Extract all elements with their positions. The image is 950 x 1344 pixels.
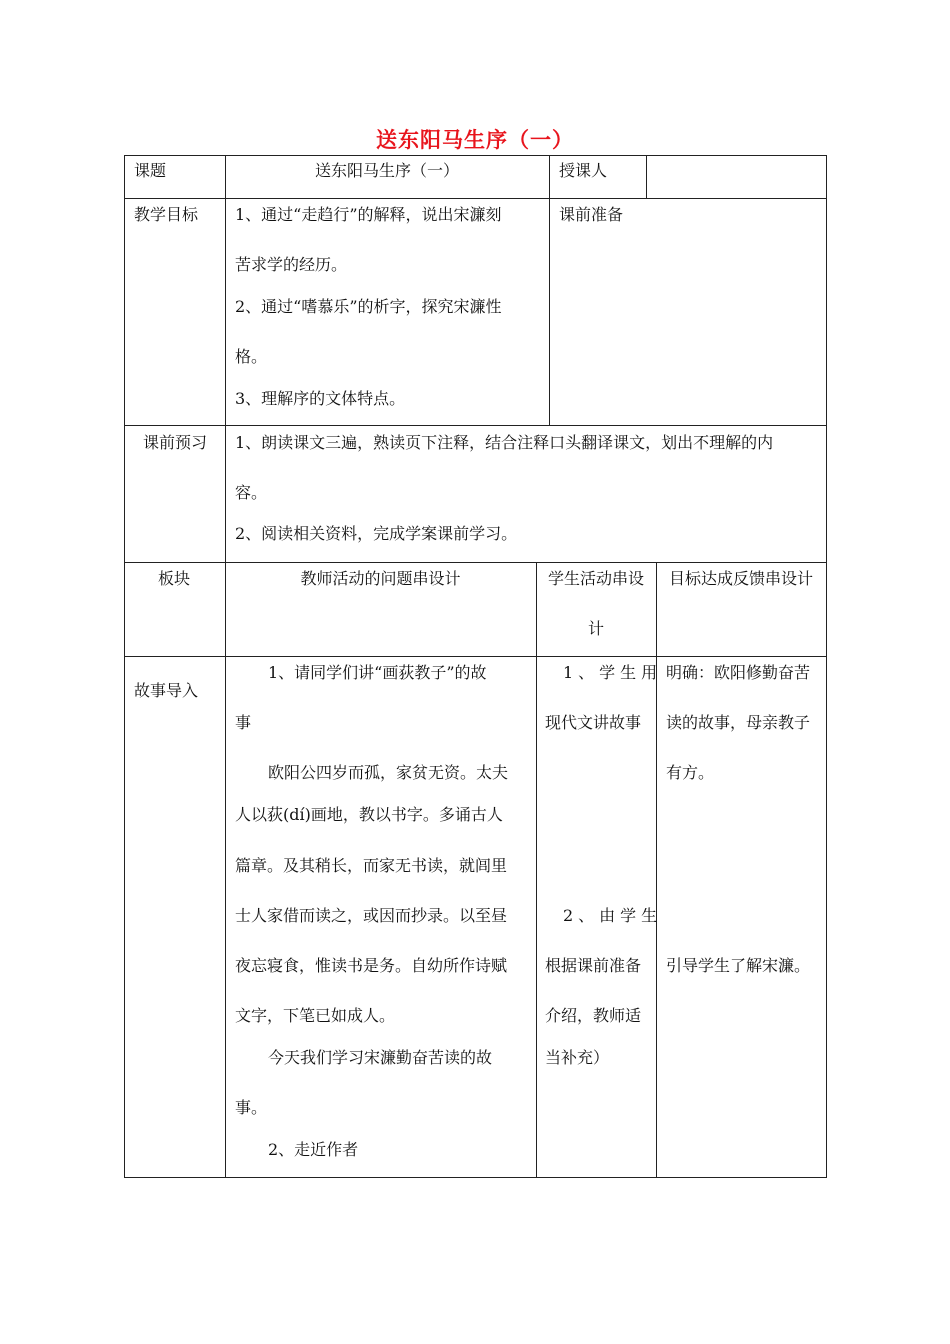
- student-line: 2、由学生: [563, 906, 663, 925]
- table-rule: [124, 155, 125, 1178]
- feedback-line: 有方。: [666, 763, 715, 782]
- table-rule: [646, 155, 647, 198]
- objectives-label: 教学目标: [134, 205, 199, 224]
- preview-label: 课前预习: [143, 433, 208, 452]
- teacher-line: 士人家借而读之，或因而抄录。以至昼: [235, 906, 508, 925]
- teacher-line: 1、请同学们讲“画荻教子”的故: [268, 663, 487, 682]
- feedback-line: 引导学生了解宋濂。: [666, 956, 811, 975]
- table-rule: [124, 656, 827, 657]
- intro-section-label: 故事导入: [134, 681, 199, 700]
- teacher-line: 2、走近作者: [268, 1140, 359, 1159]
- student-line: 介绍，教师适: [545, 1006, 642, 1025]
- teacher-design-header: 教师活动的问题串设计: [300, 569, 461, 588]
- feedback-line: 明确：欧阳修勤奋苦: [666, 663, 811, 682]
- page-title: 送东阳马生序（一）: [376, 128, 574, 152]
- preview-line: 2、阅读相关资料，完成学案课前学习。: [235, 524, 518, 543]
- teacher-line: 夜忘寝食，惟读书是务。自幼所作诗赋: [235, 956, 508, 975]
- feedback-line: 读的故事，母亲教子: [666, 713, 811, 732]
- topic-value: 送东阳马生序（一）: [314, 161, 459, 180]
- objective-line: 2、通过“嗜慕乐”的析字，探究宋濂性: [235, 297, 502, 316]
- table-rule: [124, 155, 827, 156]
- objective-line: 苦求学的经历。: [235, 255, 348, 274]
- objective-line: 3、理解序的文体特点。: [235, 389, 406, 408]
- table-rule: [826, 155, 827, 1178]
- student-line: 现代文讲故事: [545, 713, 642, 732]
- section-header: 板块: [158, 569, 191, 588]
- student-line: 1、学生用: [563, 663, 663, 682]
- teacher-label: 授课人: [559, 161, 608, 180]
- student-activity-header: 学生活动串设: [547, 569, 644, 588]
- preview-line: 1、朗读课文三遍，熟读页下注释，结合注释口头翻译课文，划出不理解的内: [235, 433, 774, 452]
- teacher-line: 今天我们学习宋濂勤奋苦读的故: [268, 1048, 493, 1067]
- teacher-line: 事: [235, 713, 252, 732]
- teacher-line: 人以荻(dí)画地，教以书字。多诵古人: [235, 805, 503, 824]
- table-rule: [124, 425, 827, 426]
- feedback-header: 目标达成反馈串设计: [668, 569, 813, 588]
- prep-label: 课前准备: [559, 205, 624, 224]
- topic-label: 课题: [134, 161, 167, 180]
- student-line: 当补充）: [545, 1048, 610, 1067]
- teacher-line: 欧阳公四岁而孤，家贫无资。太夫: [268, 763, 509, 782]
- preview-line: 容。: [235, 483, 268, 502]
- table-rule: [656, 562, 657, 1178]
- table-rule: [225, 155, 226, 1178]
- table-rule: [124, 198, 827, 199]
- student-activity-header-cont: 计: [587, 619, 604, 638]
- student-line: 根据课前准备: [545, 956, 642, 975]
- objective-line: 1、通过“走趋行”的解释，说出宋濂刻: [235, 205, 502, 224]
- table-rule: [124, 1177, 827, 1178]
- teacher-line: 事。: [235, 1098, 268, 1117]
- teacher-line: 文字，下笔已如成人。: [235, 1006, 396, 1025]
- table-rule: [536, 562, 537, 1178]
- table-rule: [549, 155, 550, 426]
- objective-line: 格。: [235, 347, 268, 366]
- teacher-line: 篇章。及其稍长，而家无书读，就闾里: [235, 856, 508, 875]
- table-rule: [124, 562, 827, 563]
